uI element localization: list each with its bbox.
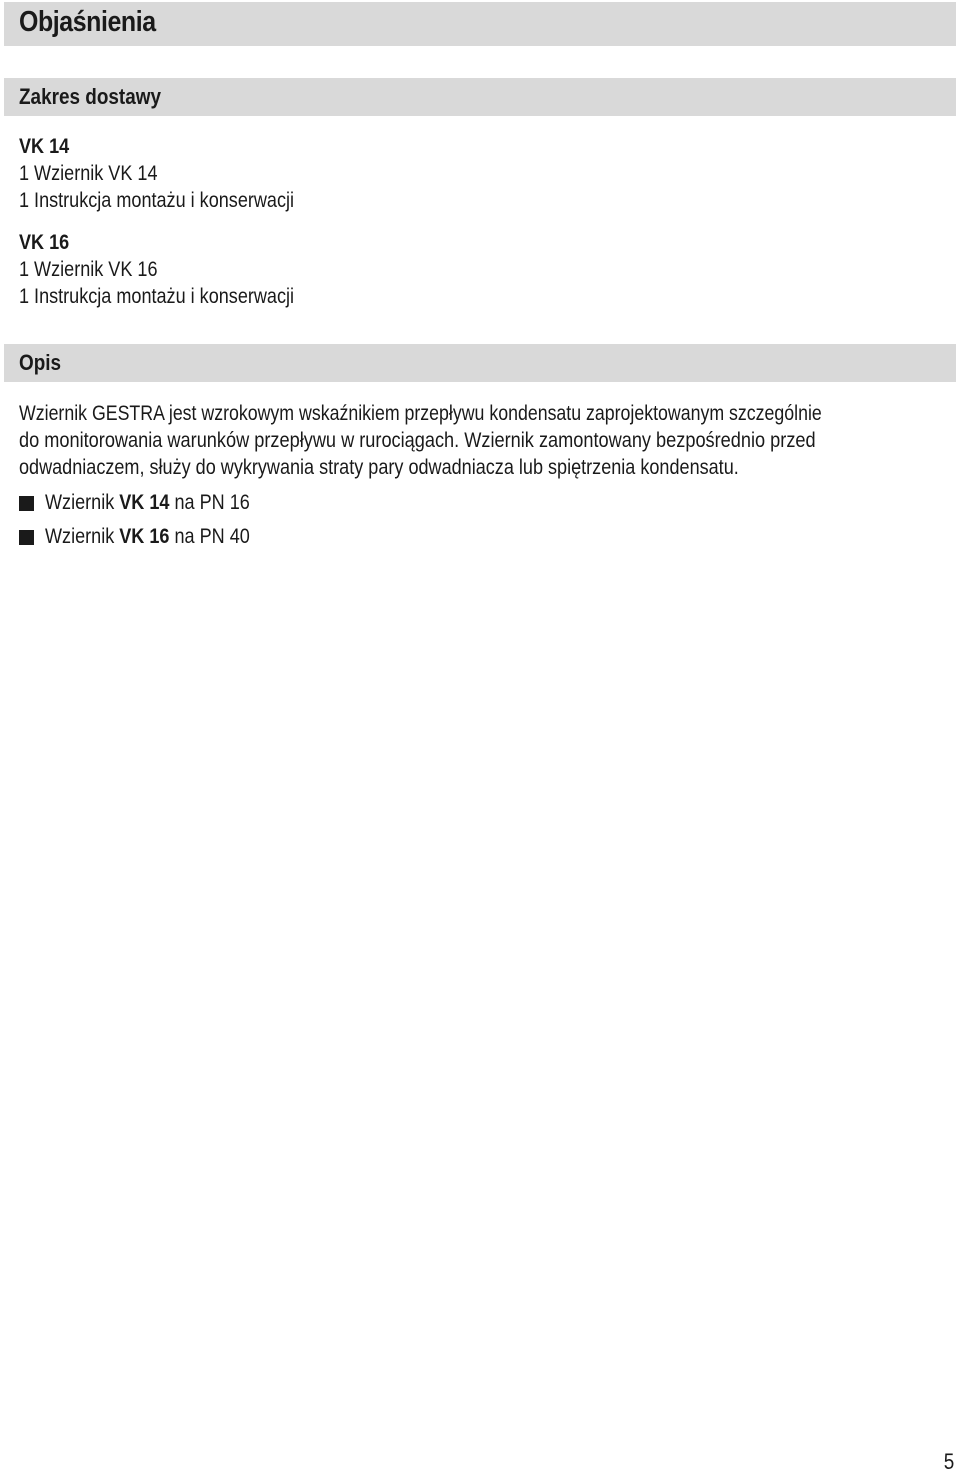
bullet-suffix: na PN 16 — [169, 491, 250, 514]
square-bullet-icon — [19, 496, 34, 511]
delivery-section-title: Zakres dostawy — [19, 84, 161, 109]
bullet-model: VK 16 — [119, 525, 170, 548]
delivery-item: 1 Wziernik VK 14 — [19, 162, 158, 185]
page-title-bar — [4, 2, 956, 46]
bullet-prefix: Wziernik — [45, 525, 120, 548]
description-section-header — [4, 344, 956, 382]
bullet-model: VK 14 — [119, 491, 170, 514]
delivery-model-vk16: VK 16 — [19, 231, 70, 254]
delivery-item: 1 Instrukcja montażu i konserwacji — [19, 189, 295, 212]
delivery-item: 1 Wziernik VK 16 — [19, 258, 158, 281]
delivery-section-header — [4, 78, 956, 116]
bullet-suffix: na PN 40 — [169, 525, 250, 548]
page-number: 5 — [943, 1449, 954, 1474]
description-paragraph-line: odwadniaczem, służy do wykrywania straty pary odwadniacza lub spiętrzenia kondensatu. — [19, 456, 739, 479]
description-paragraph-line: Wziernik GESTRA jest wzrokowym wskaźnikiem przepływu kondensatu zaprojektowanym szczególnie — [19, 402, 822, 425]
page-title: Objaśnienia — [19, 6, 156, 38]
description-section-title: Opis — [19, 350, 62, 375]
description-paragraph-line: do monitorowania warunków przepływu w rurociągach. Wziernik zamontowany bezpośrednio przed — [19, 429, 816, 452]
bullet-prefix: Wziernik — [45, 491, 120, 514]
delivery-model-vk14: VK 14 — [19, 135, 70, 158]
delivery-item: 1 Instrukcja montażu i konserwacji — [19, 285, 295, 308]
square-bullet-icon — [19, 530, 34, 545]
